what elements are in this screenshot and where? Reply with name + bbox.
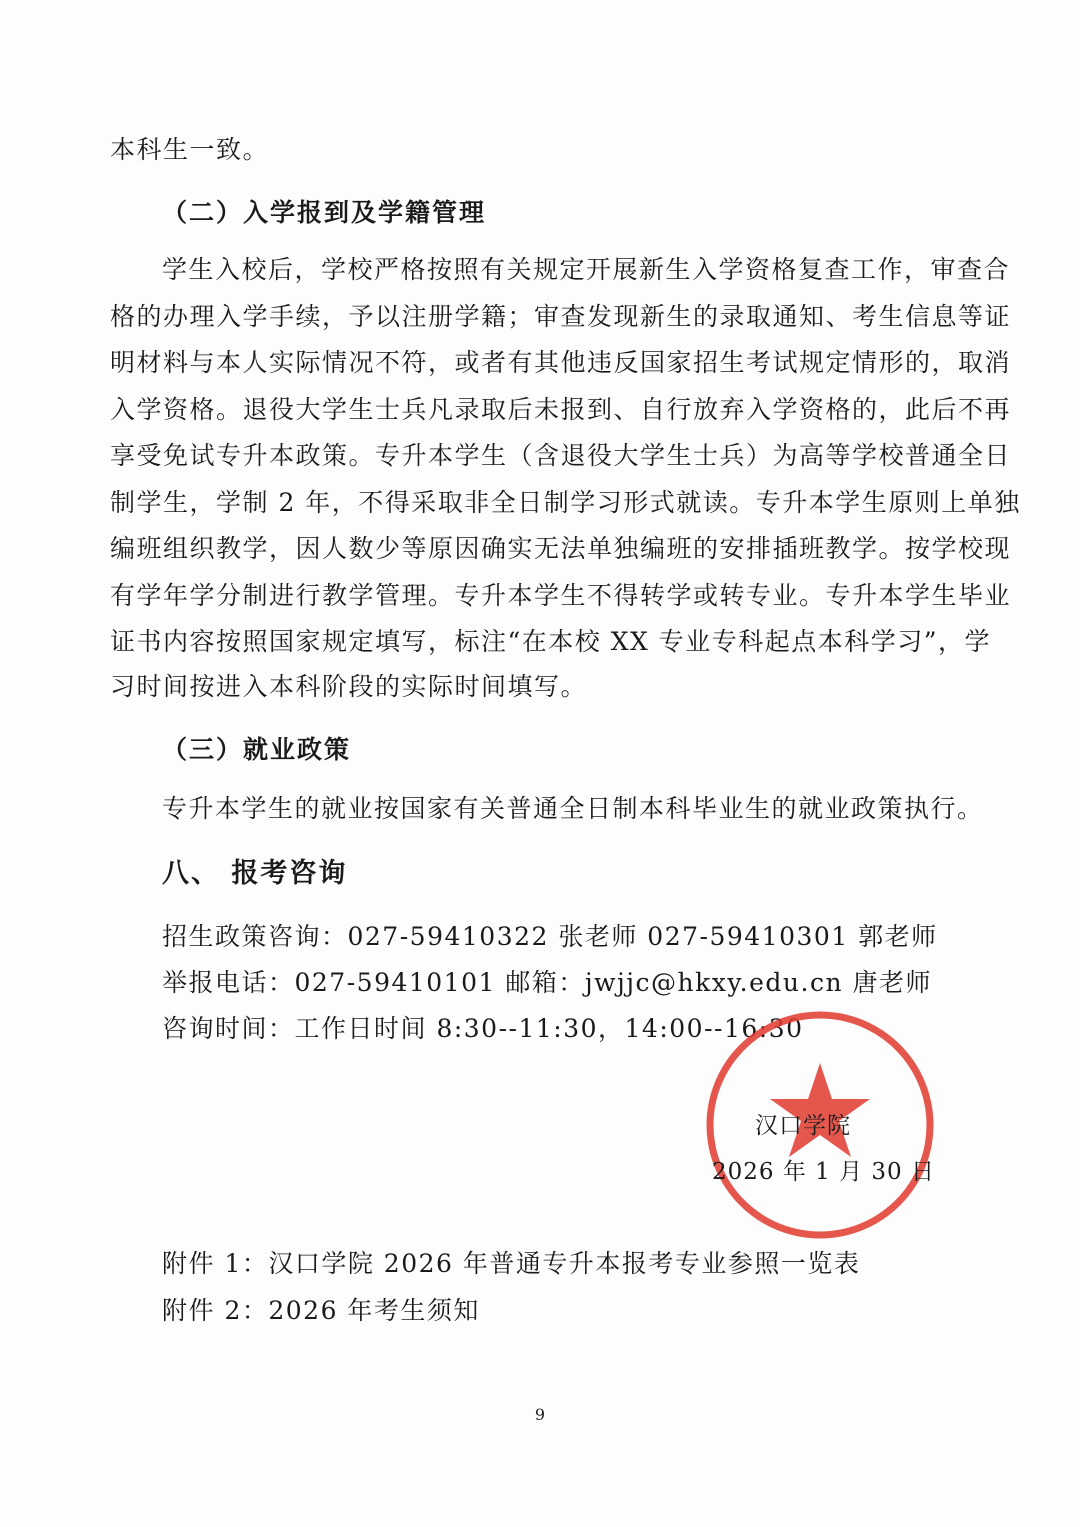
paragraph-line: 学生入校后，学校严格按照有关规定开展新生入学资格复查工作，审查合	[162, 255, 1011, 284]
signing-date: 2026 年 1 月 30 日	[712, 1159, 935, 1185]
paragraph-line: 入学资格。退役大学生士兵凡录取后未报到、自行放弃入学资格的，此后不再	[110, 395, 1012, 424]
paragraph-line: 享受免试专升本政策。专升本学生（含退役大学生士兵）为高等学校普通全日	[110, 441, 1012, 470]
paragraph-continuation: 本科生一致。	[110, 135, 270, 164]
paragraph-line: 专升本学生的就业按国家有关普通全日制本科毕业生的就业政策执行。	[162, 794, 984, 823]
paragraph-line: 明材料与本人实际情况不符，或者有其他违反国家招生考试规定情形的，取消	[110, 348, 1012, 377]
section-heading-consultation: 八、 报考咨询	[162, 858, 348, 889]
section-heading-enrollment: （二）入学报到及学籍管理	[162, 198, 487, 227]
page-number: 9	[534, 1405, 546, 1424]
attachment-2: 附件 2：2026 年考生须知	[162, 1296, 480, 1325]
attachment-1: 附件 1：汉口学院 2026 年普通专升本报考专业参照一览表	[162, 1249, 861, 1278]
paragraph-line: 有学年学分制进行教学管理。专升本学生不得转学或转专业。专升本学生毕业	[110, 581, 1012, 610]
contact-line-admissions: 招生政策咨询：027-59410322 张老师 027-59410301 郭老师	[162, 922, 938, 951]
paragraph-line: 制学生，学制 2 年，不得采取非全日制学习形式就读。专升本学生原则上单独	[110, 488, 1021, 517]
paragraph-line: 习时间按进入本科阶段的实际时间填写。	[110, 672, 588, 701]
contact-line-report: 举报电话：027-59410101 邮箱：jwjjc@hkxy.edu.cn 唐老师	[162, 968, 933, 997]
paragraph-line: 格的办理入学手续，予以注册学籍；审查发现新生的录取通知、考生信息等证	[110, 302, 1012, 331]
section-heading-employment: （三）就业政策	[162, 735, 352, 764]
contact-line-hours: 咨询时间：工作日时间 8:30--11:30，14:00--16:30	[162, 1014, 804, 1043]
paragraph-line: 证书内容按照国家规定填写，标注“在本校 XX 专业专科起点本科学习”，学	[110, 627, 992, 656]
paragraph-line: 编班组织教学，因人数少等原因确实无法单独编班的安排插班教学。按学校现	[110, 534, 1012, 563]
signing-organization: 汉口学院	[755, 1113, 851, 1139]
